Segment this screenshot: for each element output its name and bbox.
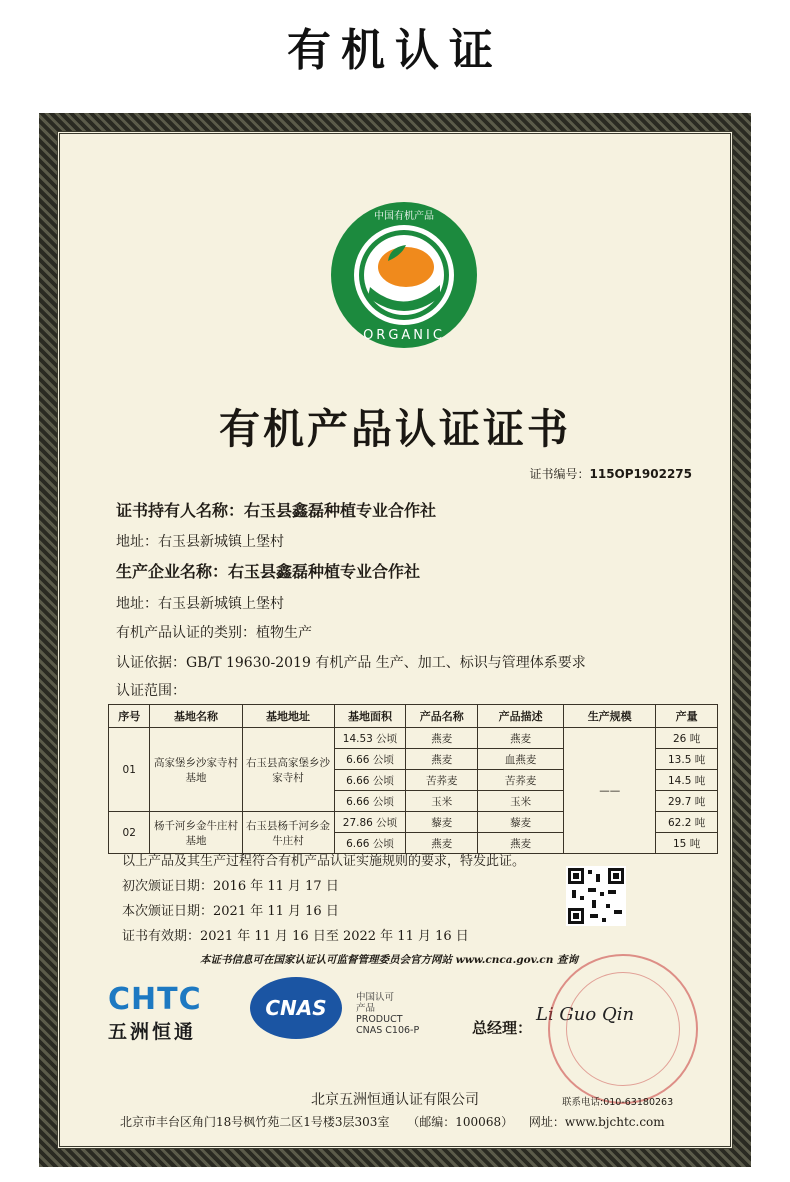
address1-label: 地址： xyxy=(116,534,158,550)
holder-line xyxy=(116,498,436,521)
table-header-cell: 基地地址 xyxy=(242,705,334,728)
certificate-number xyxy=(529,465,692,482)
base-name: 杨千河乡金牛庄村基地 xyxy=(150,812,242,854)
category-line xyxy=(116,622,312,642)
address1-line xyxy=(116,531,284,551)
row-number: 01 xyxy=(109,728,150,812)
producer-label: 生产企业名称： xyxy=(116,562,229,581)
footer-website: 网址：www.bjchtc.com xyxy=(528,1115,665,1129)
certificate-number-value: 115OP1902275 xyxy=(589,467,692,481)
base-area: 14.53 公顷 xyxy=(334,728,406,749)
certificate-title: 有机产品认证证书 xyxy=(219,405,571,453)
base-name: 高家堡乡沙家寺村基地 xyxy=(150,728,242,812)
manager-label: 总经理： xyxy=(472,1019,533,1037)
product-desc: 苦荞麦 xyxy=(478,770,564,791)
row-number: 02 xyxy=(109,812,150,854)
product-desc: 燕麦 xyxy=(478,728,564,749)
address2-value: 右玉县新城镇上堡村 xyxy=(158,596,284,612)
logo-cn-text: 中国有机产品 xyxy=(374,211,434,222)
certificate-paper xyxy=(57,131,733,1149)
basis-value: GB/T 19630-2019 有机产品 生产、加工、标识与管理体系要求 xyxy=(186,655,586,671)
footer-postcode: （邮编：100068） xyxy=(407,1115,514,1129)
footer-company: 北京五洲恒通认证有限公司 xyxy=(311,1092,479,1108)
producer-line xyxy=(116,559,420,582)
category-value: 植物生产 xyxy=(256,625,312,641)
product-name: 玉米 xyxy=(406,791,478,812)
address2-label: 地址： xyxy=(116,596,158,612)
logo-en-text: ORGANIC xyxy=(363,328,445,343)
query-note: 本证书信息可在国家认证认可监督管理委员会官方网站 www.cnca.gov.cn 查询 xyxy=(200,954,578,966)
cnas-logo: CNAS xyxy=(250,977,342,1039)
product-desc: 血燕麦 xyxy=(478,749,564,770)
cnas-info-line: CNAS C106-P xyxy=(356,1025,420,1036)
first-issue-date: 初次颁证日期：2016 年 11 月 17 日 xyxy=(122,879,339,894)
chtc-logo-cn: 五洲恒通 xyxy=(108,1021,197,1043)
table-header-cell: 基地面积 xyxy=(334,705,406,728)
certificate-number-label: 证书编号： xyxy=(529,467,590,481)
footer-phone: 联系电话:010-63180263 xyxy=(562,1097,674,1108)
holder-value: 右玉县鑫磊种植专业合作社 xyxy=(244,501,437,520)
cnas-info xyxy=(356,992,419,1036)
table-row xyxy=(109,728,718,749)
base-area: 6.66 公顷 xyxy=(334,791,406,812)
chtc-logo xyxy=(108,982,220,1044)
basis-label: 认证依据： xyxy=(116,655,186,671)
product-name: 燕麦 xyxy=(406,749,478,770)
base-address: 右玉县杨千河乡金牛庄村 xyxy=(242,812,334,854)
address1-value: 右玉县新城镇上堡村 xyxy=(158,534,284,550)
scope-label: 认证范围： xyxy=(116,683,186,699)
yield: 15 吨 xyxy=(656,833,718,854)
table-header-row xyxy=(109,705,718,728)
product-name: 苦荞麦 xyxy=(406,770,478,791)
category-label: 有机产品认证的类别： xyxy=(116,625,256,641)
table-header-cell: 产量 xyxy=(656,705,718,728)
table-header-cell: 产品描述 xyxy=(478,705,564,728)
yield: 62.2 吨 xyxy=(656,812,718,833)
holder-label: 证书持有人名称： xyxy=(116,501,245,520)
qr-code xyxy=(566,866,626,926)
red-seal xyxy=(548,954,698,1104)
footer-address: 北京市丰台区角门18号枫竹苑二区1号楼3层303室 xyxy=(120,1115,390,1129)
table-header-cell: 序号 xyxy=(109,705,150,728)
yield: 14.5 吨 xyxy=(656,770,718,791)
this-issue-date: 本次颁证日期：2021 年 11 月 16 日 xyxy=(122,904,339,919)
producer-value: 右玉县鑫磊种植专业合作社 xyxy=(228,562,421,581)
table-header-cell: 产品名称 xyxy=(406,705,478,728)
validity-period: 证书有效期：2021 年 11 月 16 日至 2022 年 11 月 16 日 xyxy=(122,929,469,944)
product-name: 燕麦 xyxy=(406,833,478,854)
scope-table xyxy=(108,704,718,854)
basis-line xyxy=(116,652,586,672)
address2-line xyxy=(116,593,284,613)
certificate-frame xyxy=(39,113,751,1167)
base-address: 右玉县高家堡乡沙家寺村 xyxy=(242,728,334,812)
base-area: 6.66 公顷 xyxy=(334,770,406,791)
cnas-info-line: 产品 xyxy=(356,1003,376,1014)
cnas-info-line: 中国认可 xyxy=(356,992,395,1003)
base-area: 6.66 公顷 xyxy=(334,749,406,770)
product-desc: 玉米 xyxy=(478,791,564,812)
chtc-logo-text: CHTC xyxy=(108,982,202,1017)
table-header-cell: 生产规模 xyxy=(564,705,656,728)
yield: 13.5 吨 xyxy=(656,749,718,770)
product-name: 燕麦 xyxy=(406,728,478,749)
table-header-cell: 基地名称 xyxy=(150,705,242,728)
base-area: 27.86 公顷 xyxy=(334,812,406,833)
product-desc: 藜麦 xyxy=(478,812,564,833)
cnas-info-line: PRODUCT xyxy=(356,1014,403,1025)
product-desc: 燕麦 xyxy=(478,833,564,854)
production-scale: —— xyxy=(564,728,656,854)
signature: Li Guo Qin xyxy=(536,1004,635,1025)
organic-logo xyxy=(330,201,478,349)
conformity-statement: 以上产品及其生产过程符合有机产品认证实施规则的要求，特发此证。 xyxy=(122,854,526,869)
footer-address-line xyxy=(120,1113,665,1130)
product-name: 藜麦 xyxy=(406,812,478,833)
base-area: 6.66 公顷 xyxy=(334,833,406,854)
page-title: 有机认证 xyxy=(287,25,503,76)
yield: 26 吨 xyxy=(656,728,718,749)
yield: 29.7 吨 xyxy=(656,791,718,812)
